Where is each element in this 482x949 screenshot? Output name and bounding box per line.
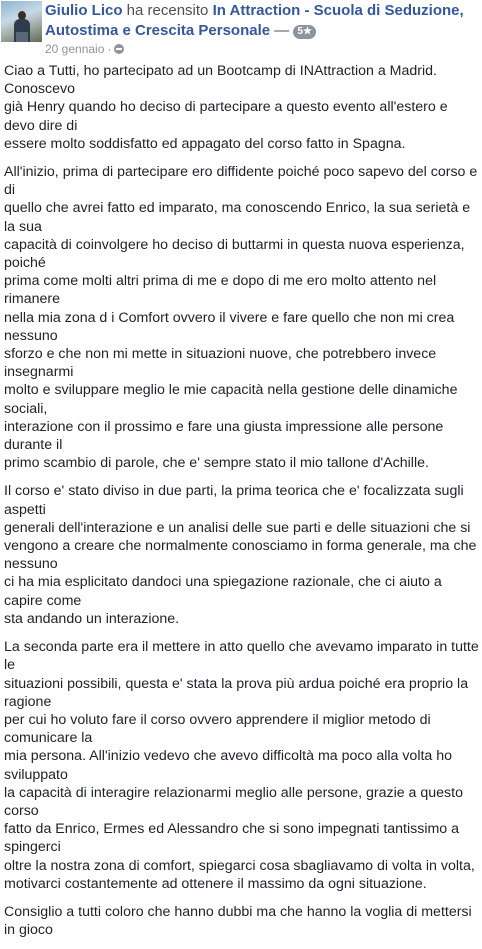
post-header — [0, 0, 482, 56]
review-text — [4, 62, 479, 949]
review-paragraph: Ciao a Tutti, ho partecipato ad un Bootcamp di INAttraction a Madrid. Conoscevo già Henry quando ho deciso di partecipare a questo evento all'estero e devo dire di essere molto soddisfatto ed appagato del corso fatto in Spagna. — [4, 63, 448, 152]
review-paragraph: Consiglio a tutti coloro che hanno dubbi ma che hanno la voglia di mettersi in gioco — [4, 903, 472, 939]
meta-separator: · — [107, 42, 112, 56]
rating-badge: 5★ — [293, 25, 316, 39]
review-paragraph: La seconda parte era il mettere in atto quello che avevamo imparato in tutte le situazioni possibili, questa e' stata la prova più ardua poiché era proprio la ragione per cui ho voluto fare il corso ovvero apprendere il miglior metodo di comunicare la mia persona. All'inizio vedevo che avevo difficoltà ma poco alla volta ho sviluppato la capacità di interagire relazionarmi meglio alle persone, grazie a questo corso fatto da Enrico, Ermes ed Alessandro che si sono impegnati tantissimo a spingerci oltre la nostra zona di comfort, spiegarci cosa sbagliavamo di volta in volta, motivarci costantemente ad ottenere il massimo da ogni situazione. — [4, 639, 479, 892]
post-date[interactable]: 20 gennaio — [45, 42, 105, 56]
avatar[interactable] — [1, 1, 42, 42]
avatar-figure-legs — [16, 32, 28, 42]
globe-icon[interactable] — [114, 44, 124, 54]
review-paragraph: All'inizio, prima di partecipare ero diffidente poiché poco sapevo del corso e di quello che avrei fatto ed imparato, ma conoscendo Enrico, la sua serietà e la sua capacità di coinvolgere ho deciso di buttarmi in questa nuova esperienza, poiché prima come molti altri prima di me e dopo di me ero molto attento nel rimanere nella mia zona d i Comfort ovvero il vivere e fare quello che non mi crea nessuno sforzo e che non mi mette in situazioni nuove, che potrebbero invece insegnarmi molto e sviluppare meglio le mie capacità nella gestione delle dinamiche sociali, interazione con il prossimo e fare una giusta impressione alle persone durante il primo scambio di parole, che e' sempre stato il mio tallone d'Achille. — [4, 164, 478, 472]
action-verb: ha recensito — [126, 2, 209, 19]
reviewed-page-link[interactable]: In Attraction - Scuola di Seduzione, Autostima e Crescita Personale — [45, 2, 464, 39]
post-headline — [45, 1, 477, 41]
post-meta — [45, 42, 124, 56]
rating-dash: — — [274, 22, 290, 39]
author-name-link[interactable]: Giulio Lico — [45, 2, 123, 19]
review-paragraph: Il corso e' stato diviso in due parti, la prima teorica che e' focalizzata sugli aspetti generali dell'interazione e un analisi delle sue parti e delle situazioni che si vengono a creare che normalmente conosciamo in forma generale, ma che nessuno ci ha mia esplicitato dandoci una spiegazione razionale, che ci aiuto a capire come sta andando un interazione. — [4, 483, 477, 627]
